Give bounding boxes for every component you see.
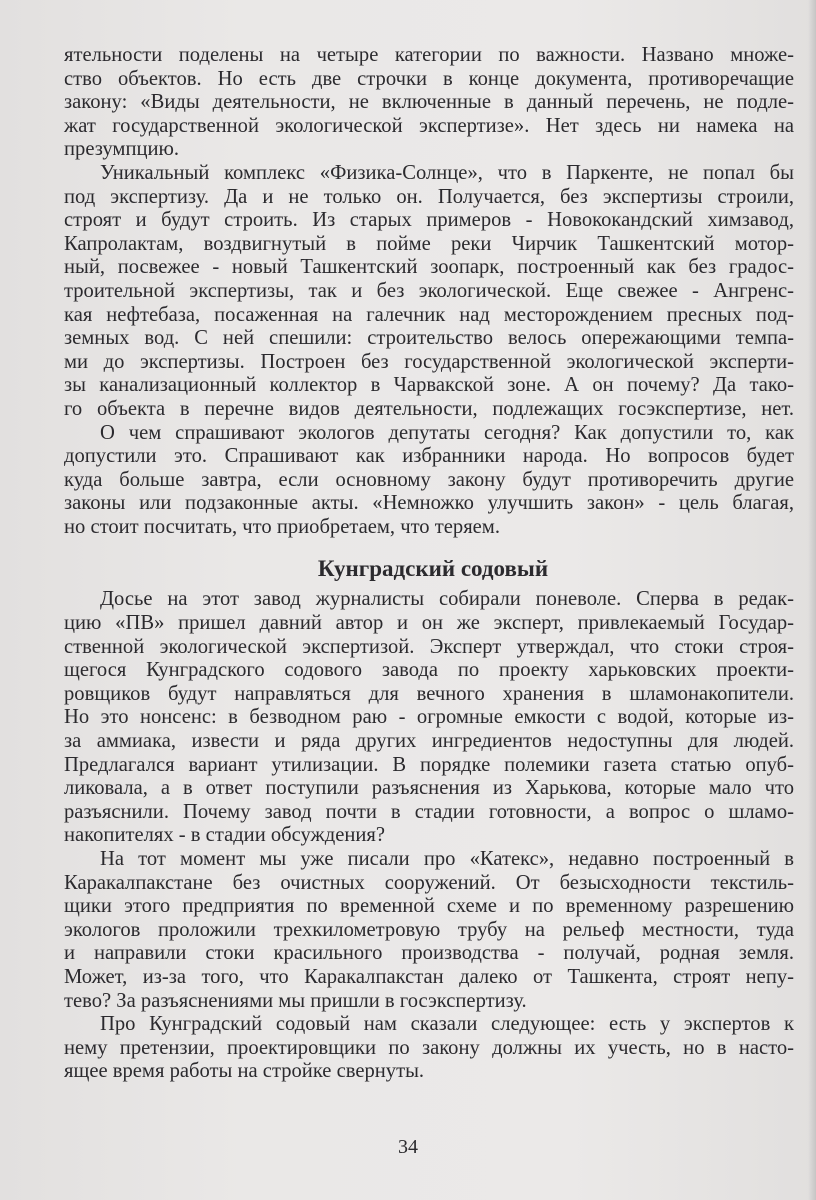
text-line: ми до экспертизы. Построен без государственной экологической эксперти- <box>64 350 794 373</box>
page-edge-shadow <box>808 0 816 1200</box>
text-line: нему претензии, проектировщики по закону должны их учесть, но в насто- <box>64 1036 794 1059</box>
text-line: Каракалпакстане без очистных сооружений. От безысходности текстиль- <box>64 871 794 894</box>
page-number: 34 <box>398 1136 418 1158</box>
text-line: куда больше завтра, если основному закону будут противоречить другие <box>64 468 794 491</box>
text-line: законы или подзаконные акты. «Немножко улучшить закон» - цель благая, <box>64 492 794 515</box>
text-line: троительной экспертизы, так и без экологической. Еще свежее - Ангренс- <box>64 279 794 302</box>
text-line: под экспертизу. Да и не только он. Получается, без экспертизы строили, <box>64 185 794 208</box>
text-line: ящее время работы на стройке свернуты. <box>64 1060 425 1083</box>
text-line: щегося Кунградского содового завода по проекту харьковских проекти- <box>64 659 794 682</box>
text-line: Предлагался вариант утилизации. В порядке полемики газета статью опуб- <box>64 753 794 776</box>
text-line: Капролактам, воздвигнутый в пойме реки Чирчик Ташкентский мотор- <box>64 232 794 255</box>
text-line: ровщиков будут направляться для вечного хранения в шламонакопители. <box>64 682 794 705</box>
text-line: цию «ПВ» пришел давний автор и он же эксперт, привлекаемый Государ- <box>64 612 794 635</box>
text-line: накопителях - в стадии обсуждения? <box>64 824 386 847</box>
text-line: ный, посвежее - новый Ташкентский зоопарк, построенный как без градос- <box>64 256 794 279</box>
text-line: щики этого предприятия по временной схеме и по временному разрешению <box>64 895 794 918</box>
text-line: Досье на этот завод журналисты собирали поневоле. Сперва в редак- <box>100 588 794 611</box>
text-line: Может, из-за того, что Каракалпакстан далеко от Ташкента, строят непу- <box>64 965 794 988</box>
text-line: Но это нонсенс: в безводном раю - огромные емкости с водой, которые из- <box>64 706 794 729</box>
text-line: закону: «Виды деятельности, не включенные в данный перечень, не подле- <box>64 91 794 114</box>
text-line: разъяснили. Почему завод почти в стадии готовности, а вопрос о шламо- <box>64 800 794 823</box>
text-line: но стоит посчитать, что приобретаем, что теряем. <box>64 515 500 538</box>
text-line: го объекта в перечне видов деятельности, подлежащих госэкспертизе, нет. <box>64 397 794 420</box>
text-line: ятельности поделены на четыре категории по важности. Названо множе- <box>64 44 794 66</box>
text-line: за аммиака, извести и ряда других ингредиентов недоступны для людей. <box>64 730 794 753</box>
paragraph-1 <box>64 44 794 162</box>
section-heading: Кунградский содовый <box>317 556 549 582</box>
text-line: На тот момент мы уже писали про «Катекс», недавно построенный в <box>100 848 794 870</box>
text-line: кая нефтебаза, посаженная на галечник над месторождением пресных под- <box>64 303 794 326</box>
text-line: экологов проложили трехкилометровую трубу на рельеф местности, туда <box>64 918 794 941</box>
text-line: ственной экологической экспертизой. Эксперт утверждал, что стоки строя- <box>64 635 794 658</box>
paragraph-6 <box>64 1013 794 1084</box>
paragraph-3 <box>64 422 794 540</box>
text-line: и направили стоки красильного производства - получай, родная земля. <box>64 942 794 965</box>
text-line: ство объектов. Но есть две строчки в конце документа, противоречащие <box>64 67 794 90</box>
text-line: презумпцию. <box>64 138 180 161</box>
paragraph-2 <box>64 162 794 422</box>
paragraph-4 <box>64 588 794 848</box>
text-line: О чем спрашивают экологов депутаты сегодня? Как допустили то, как <box>100 421 794 444</box>
text-line: допустили это. Спрашивают как избранники народа. Но вопросов будет <box>64 445 794 468</box>
article-text <box>64 44 794 1084</box>
text-line: Уникальный комплекс «Физика-Солнце», что в Паркенте, не попал бы <box>100 161 794 184</box>
text-line: зы канализационный коллектор в Чарвакской зоне. А он почему? Да тако- <box>64 374 794 397</box>
text-line: жат государственной экологической экспертизе». Нет здесь ни намека на <box>64 114 794 137</box>
text-line: строят и будут строить. Из старых примеров - Новококандский химзавод, <box>64 209 794 232</box>
text-line: ликовала, а в ответ поступили разъяснения из Харькова, которые мало что <box>64 777 794 800</box>
paragraph-5 <box>64 848 794 1013</box>
text-line: Про Кунградский содовый нам сказали следующее: есть у экспертов к <box>100 1013 794 1036</box>
text-line: земных вод. С ней спешили: строительство велось опережающими темпа- <box>64 327 794 350</box>
text-line: тево? За разъяснениями мы пришли в госэкспертизу. <box>64 989 527 1012</box>
